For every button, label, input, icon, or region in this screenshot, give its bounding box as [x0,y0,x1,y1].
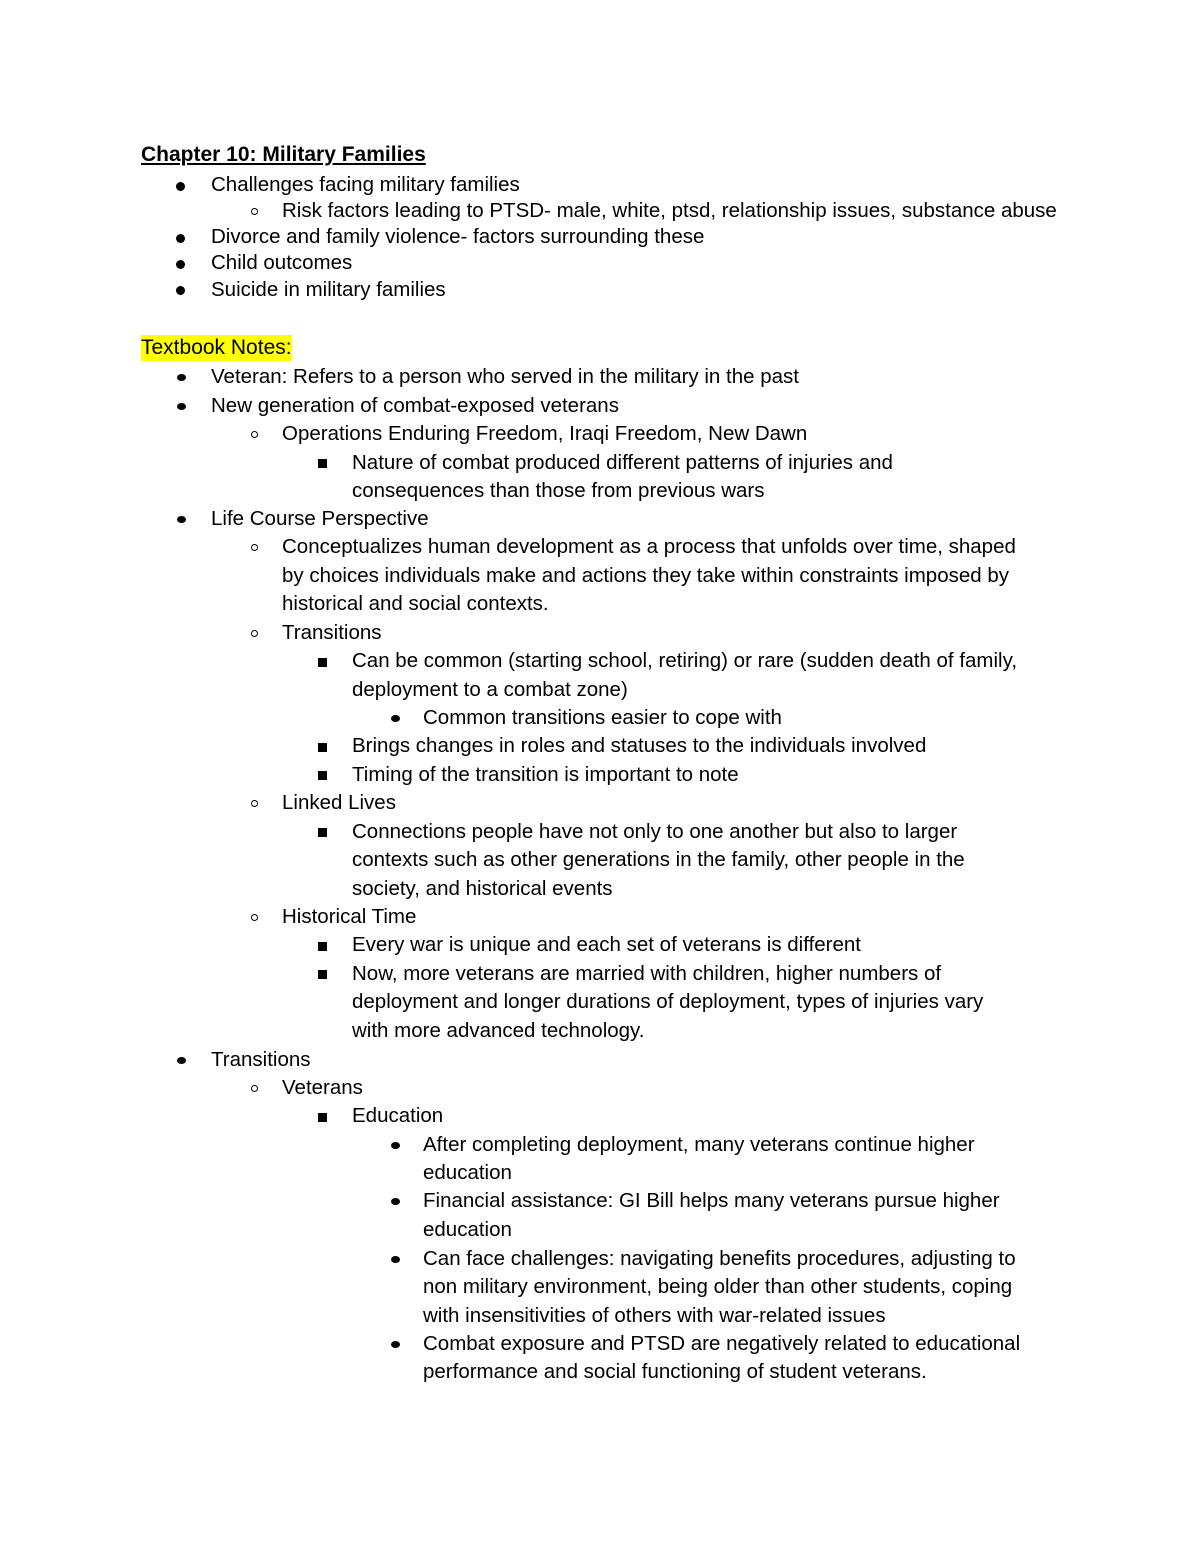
bullet-disc [391,1142,400,1149]
bullet-square [318,942,327,951]
list-item: Financial assistance: GI Bill helps many veterans pursue higher [423,1189,1000,1212]
list-item: Child outcomes [211,251,353,274]
bullet-square [318,1113,327,1122]
section-heading: Textbook Notes: [141,336,292,359]
bullet-square [318,658,327,667]
bullet-disc [391,1256,400,1263]
list-item-continuation: deployment to a combat zone) [352,678,628,701]
list-item: Challenges facing military families [211,173,520,196]
list-item-continuation: non military environment, being older than other students, coping [423,1275,1013,1298]
list-item: Suicide in military families [211,278,446,301]
list-item: Timing of the transition is important to note [352,763,739,786]
list-item-continuation: historical and social contexts. [282,592,549,615]
bullet-circle [251,800,258,807]
list-item: Linked Lives [282,791,396,814]
list-item-continuation: performance and social functioning of student veterans. [423,1360,927,1383]
list-item: Every war is unique and each set of veterans is different [352,933,861,956]
list-item: Transitions [282,621,382,644]
bullet-circle [251,208,258,215]
list-item-continuation: education [423,1161,512,1184]
list-item-continuation: with more advanced technology. [352,1019,645,1042]
bullet-circle [251,1085,258,1092]
list-item: Connections people have not only to one another but also to larger [352,820,958,843]
list-item: After completing deployment, many veterans continue higher [423,1133,975,1156]
list-item: Combat exposure and PTSD are negatively related to educational [423,1332,1021,1355]
list-item: Brings changes in roles and statuses to the individuals involved [352,734,927,757]
list-item: New generation of combat-exposed veterans [211,394,619,417]
list-item: Life Course Perspective [211,507,429,530]
list-item: Nature of combat produced different patterns of injuries and [352,451,893,474]
bullet-disc [391,1198,400,1205]
list-item: Education [352,1104,444,1127]
bullet-disc [176,260,185,269]
bullet-disc [176,234,185,243]
bullet-square [318,743,327,752]
bullet-disc [177,403,186,410]
list-item-continuation: deployment and longer durations of deployment, types of injuries vary [352,990,984,1013]
list-item: Veteran: Refers to a person who served in the military in the past [211,365,799,388]
bullet-circle [251,630,258,637]
list-item: Can be common (starting school, retiring) or rare (sudden death of family, [352,649,1018,672]
page-title: Chapter 10: Military Families [141,143,426,166]
bullet-disc [176,182,185,191]
bullet-square [318,459,327,468]
list-item-continuation: society, and historical events [352,877,613,900]
list-item: Can face challenges: navigating benefits procedures, adjusting to [423,1247,1016,1270]
list-item: Now, more veterans are married with children, higher numbers of [352,962,942,985]
bullet-disc [177,374,186,381]
list-item: Transitions [211,1048,311,1071]
list-item: Veterans [282,1076,363,1099]
list-item: Divorce and family violence- factors surrounding these [211,225,705,248]
list-item: Risk factors leading to PTSD- male, white, ptsd, relationship issues, substance abuse [282,199,1057,222]
bullet-circle [251,544,258,551]
bullet-circle [251,431,258,438]
bullet-circle [251,914,258,921]
list-item: Historical Time [282,905,417,928]
bullet-square [318,970,327,979]
list-item-continuation: education [423,1218,512,1241]
bullet-disc [391,715,400,722]
list-item: Common transitions easier to cope with [423,706,782,729]
list-item-continuation: by choices individuals make and actions they take within constraints imposed by [282,564,1009,587]
bullet-disc [177,516,186,523]
list-item: Conceptualizes human development as a process that unfolds over time, shaped [282,535,1016,558]
bullet-disc [391,1341,400,1348]
bullet-disc [177,1057,186,1064]
bullet-square [318,771,327,780]
list-item-continuation: with insensitivities of others with war-related issues [423,1304,886,1327]
bullet-square [318,828,327,837]
list-item-continuation: consequences than those from previous wars [352,479,765,502]
list-item: Operations Enduring Freedom, Iraqi Freedom, New Dawn [282,422,808,445]
list-item-continuation: contexts such as other generations in the family, other people in the [352,848,965,871]
bullet-disc [176,286,185,295]
